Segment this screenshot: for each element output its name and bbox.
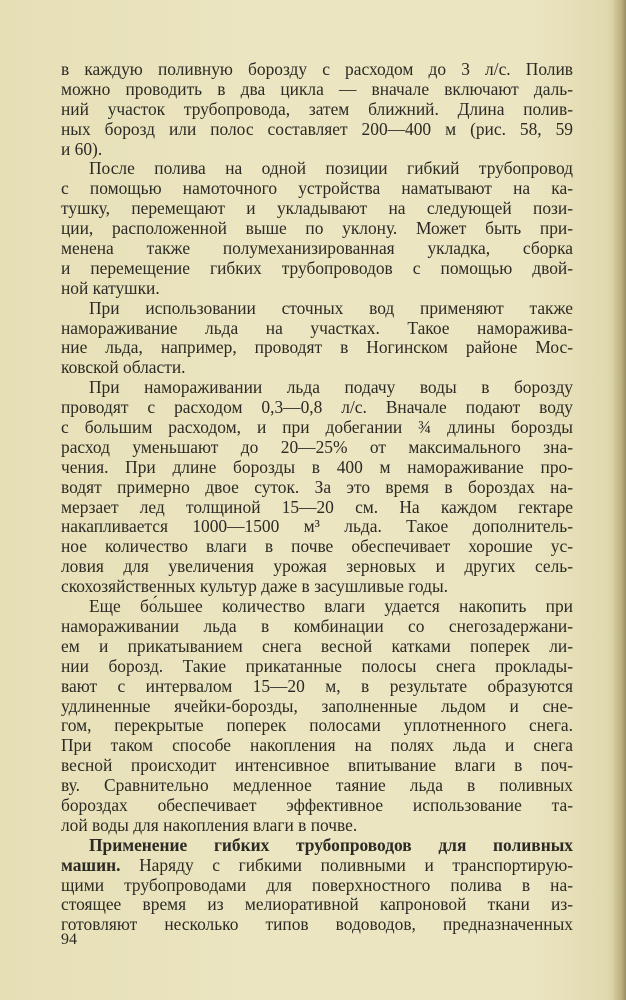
- section-heading: Применение гибких трубопроводов для поливных: [89, 834, 573, 855]
- text-line: можно проводить в два цикла — вначале включают даль-: [61, 78, 573, 99]
- text-line: расход уменьшают до 20—25% от максимального зна-: [61, 436, 573, 457]
- final-paragraph: [61, 836, 573, 935]
- text-line: ной катушки.: [61, 277, 160, 298]
- paragraph: [61, 378, 573, 597]
- text-line: При таком способе накопления на полях льда и снега: [61, 735, 573, 756]
- text-line: При использовании сточных вод применяют также: [89, 297, 573, 318]
- text-line: ное количество влаги в почве обеспечивает хорошие ус-: [61, 536, 573, 557]
- text-line: ем и прикатыванием снега весной катками поперек ли-: [61, 635, 573, 656]
- text-line: бороздах обеспечивает эффективное использование та-: [61, 794, 573, 815]
- text-line: с большим расходом, и при добегании ¾ длины борозды: [61, 417, 573, 438]
- paragraph: [61, 60, 573, 159]
- text-line: лой воды для накопления влаги в почве.: [61, 814, 358, 835]
- text-line: ции, расположенной выше по уклону. Может быть при-: [61, 218, 573, 239]
- paragraph: [61, 299, 573, 379]
- text-line: ных борозд или полос составляет 200—400 м (рис. 58, 59: [61, 118, 573, 139]
- text-line: ву. Сравнительно медленное таяние льда в поливных: [61, 775, 573, 796]
- text-line: скохозяйственных культур даже в засушливые годы.: [61, 576, 448, 597]
- text-line: намораживании льда в комбинации со снегозадержани-: [61, 615, 573, 636]
- text-line: нии борозд. Такие прикатанные полосы снега проклады-: [61, 655, 573, 676]
- paragraph: [61, 159, 573, 298]
- text-line: и перемещение гибких трубопроводов с помощью двой-: [61, 257, 573, 278]
- text-line: При намораживании льда подачу воды в борозду: [89, 377, 573, 398]
- text-line: ний участок трубопровода, затем ближний. Длина полив-: [61, 98, 573, 119]
- text-line: ковской области.: [61, 357, 186, 378]
- text-line: стоящее время из мелиоративной капроновой ткани из-: [61, 894, 573, 915]
- text-line: ние льда, например, проводят в Ногинском районе Мос-: [61, 337, 573, 358]
- text-line: в каждую поливную борозду с расходом до 3 л/с. Полив: [61, 59, 573, 79]
- text-line: намораживание льда на участках. Такое наморажива-: [61, 317, 573, 338]
- text-line: После полива на одной позиции гибкий трубопровод: [89, 158, 573, 179]
- text-line: менена также полумеханизированная укладка, сборка: [61, 238, 573, 259]
- text-line: с помощью намоточного устройства наматывают на ка-: [61, 178, 573, 199]
- text-line: удлиненные ячейки-борозды, заполненные льдом и сне-: [61, 695, 573, 716]
- page-edge-shadow: [612, 0, 626, 1000]
- section-heading-end: машин.: [61, 854, 121, 875]
- text-line: щими трубопроводами для поверхностного полива в на-: [61, 874, 573, 895]
- text-line: готовляют несколько типов водоводов, предназначенных: [61, 914, 573, 935]
- text-line: чения. При длине борозды в 400 м намораживание про-: [61, 456, 573, 477]
- page-number: 94: [61, 931, 77, 948]
- body-text: [61, 60, 573, 935]
- paragraph-container: [61, 60, 573, 836]
- text-line: и 60).: [61, 138, 103, 159]
- text-line: мерзает лед толщиной 15—20 см. На каждом гектаре: [61, 496, 573, 517]
- text-line: ловия для увеличения урожая зерновых и других сель-: [61, 556, 573, 577]
- text-line: Наряду с гибкими поливными и транспортирую-: [120, 854, 573, 875]
- text-line: водят примерно двое суток. За это время в бороздах на-: [61, 476, 573, 497]
- text-line: Еще бо́льшее количество влаги удается накопить при: [89, 596, 573, 617]
- text-line: гом, перекрытые поперек полосами уплотненного снега.: [61, 715, 573, 736]
- section-heading-continuation: [61, 856, 573, 876]
- text-line: проводят с расходом 0,3—0,8 л/с. Вначале подают воду: [61, 397, 573, 418]
- text-line: накапливается 1000—1500 м³ льда. Такое дополнитель-: [61, 516, 573, 537]
- text-line: вают с интервалом 15—20 м, в результате образуются: [61, 675, 573, 696]
- text-line: весной происходит интенсивное впитывание влаги в поч-: [61, 755, 573, 776]
- section-heading-line: [61, 836, 573, 856]
- text-line: тушку, перемещают и укладывают на следующей пози-: [61, 198, 573, 219]
- paragraph: [61, 597, 573, 836]
